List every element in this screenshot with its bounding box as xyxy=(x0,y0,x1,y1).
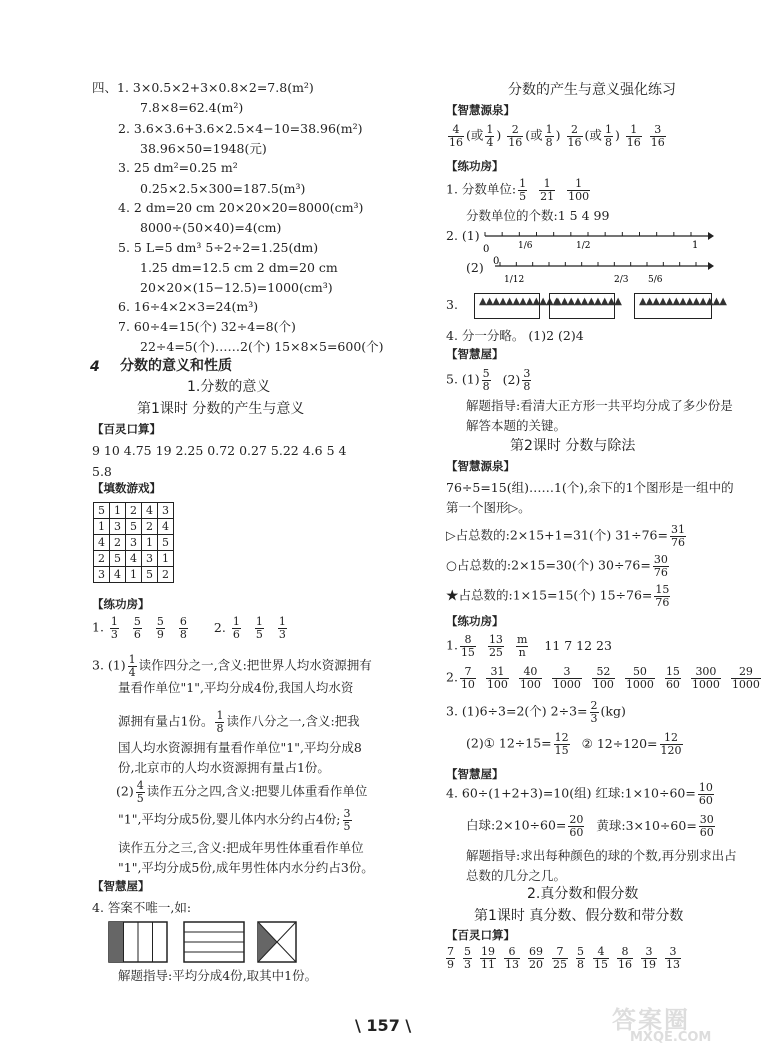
item-number: 3. (1) xyxy=(92,657,126,673)
hint: 总数的几分之几。 xyxy=(466,868,567,883)
fraction: $\frac{8}{15}$ xyxy=(460,633,475,659)
grid-cell: 1 xyxy=(94,519,110,535)
fraction: $\frac{1}{16}$ xyxy=(626,123,641,149)
fraction: $\frac{2}{16}$ xyxy=(567,123,582,149)
fraction: $\frac{15}{76}$ xyxy=(655,583,670,609)
text: 国人均水资源拥有量看作单位"1",平均分成8 xyxy=(118,740,362,755)
fraction: $\frac{19}{11}$ xyxy=(481,945,495,971)
grid-cell: 5 xyxy=(110,551,126,567)
grid-cell: 3 xyxy=(158,503,174,519)
page-number: \ 157 \ xyxy=(355,1016,412,1035)
number-grid xyxy=(93,502,174,583)
grid-row xyxy=(94,519,174,535)
answer-line: 7. 60÷4=15(个) 32÷4=8(个) xyxy=(118,319,296,334)
text: 读作四分之一,含义:把世界人均水资源拥有 xyxy=(138,657,372,673)
section-tag: 【填数游戏】 xyxy=(92,481,161,495)
wisdom-4: 4. 答案不唯一,如: xyxy=(92,900,192,915)
answer-line: 6. 16÷4×2×3=24(m³) xyxy=(118,299,259,314)
unit-number: 4 xyxy=(90,359,100,375)
fraction: $\frac{1}{100}$ xyxy=(568,177,590,203)
fraction: $\frac{69}{20}$ xyxy=(529,945,543,971)
text: ( xyxy=(584,127,590,143)
tick-label: 1/2 xyxy=(576,241,591,251)
r3-line xyxy=(446,700,626,724)
shaded-shapes-figure xyxy=(108,920,298,964)
text: 或 xyxy=(530,127,543,143)
grid-cell: 4 xyxy=(94,535,110,551)
r1-line xyxy=(446,634,612,658)
lesson-title: 第1课时 分数的产生与意义 xyxy=(137,401,305,417)
text: 量看作单位"1",平均分成4份,我国人均水资 xyxy=(118,680,354,695)
section-title: 2.真分数和假分数 xyxy=(527,886,639,902)
fraction: $\frac{2}{16}$ xyxy=(508,123,523,149)
q4-line: 4. 分一分略。 (1)2 (2)4 xyxy=(446,328,584,343)
section-tag: 【智慧屋】 xyxy=(446,347,504,361)
tick-label: 1/12 xyxy=(504,275,525,285)
fraction: $\frac{12}{120}$ xyxy=(660,731,682,757)
oral-answers: 5.8 xyxy=(92,464,112,479)
text: 读作五分之三,含义:把成年男性体重看作单位 xyxy=(118,840,364,855)
text: ) xyxy=(555,127,565,143)
fraction: $\frac{5}{3}$ xyxy=(464,945,471,971)
fraction: $\frac{1}{21}$ xyxy=(540,177,555,203)
tick-label: 1 xyxy=(692,240,699,251)
text: 1. 分数单位: xyxy=(446,181,517,197)
grid-cell: 4 xyxy=(126,551,142,567)
grid-cell: 2 xyxy=(126,503,142,519)
tick-label: 5/6 xyxy=(648,275,663,285)
fraction: $\frac{1}{3}$ xyxy=(110,615,118,641)
practice-3b-line xyxy=(116,780,367,804)
item-number: 5. (1) xyxy=(446,371,480,387)
fraction: $\frac{8}{16}$ xyxy=(618,945,632,971)
grid-cell: 2 xyxy=(110,535,126,551)
fraction: $\frac{1}{6}$ xyxy=(232,615,240,641)
q1-line xyxy=(446,178,600,202)
answer-line: 0.25×2.5×300=187.5(m³) xyxy=(140,181,306,196)
fraction: $\frac{3}{19}$ xyxy=(642,945,656,971)
answer-line: 22÷4=5(个)……2(个) 15×8×5=600(个) xyxy=(140,339,384,354)
text: 11 7 12 23 xyxy=(544,637,612,653)
fraction: $\frac{300}{1000}$ xyxy=(691,665,720,691)
fraction: $\frac{30}{76}$ xyxy=(653,553,668,579)
grid-cell: 5 xyxy=(94,503,110,519)
text: ) xyxy=(614,127,624,143)
fraction: $\frac{20}{60}$ xyxy=(569,813,584,839)
text xyxy=(644,128,648,143)
item-number: 1. xyxy=(92,619,104,635)
text: 或 xyxy=(470,127,484,143)
item-number: 2. xyxy=(213,619,226,635)
text: 第一个图形▷。 xyxy=(446,500,531,515)
answer-line: 4. 2 dm=20 cm 20×20×20=8000(cm³) xyxy=(118,200,364,215)
text: 76÷5=15(组)……1(个),余下的1个图形是一组中的 xyxy=(446,480,734,495)
text: ★占总数的:1×15=15(个) 15÷76= xyxy=(446,587,653,603)
fraction: $\frac{1}{3}$ xyxy=(278,615,286,641)
r2-line xyxy=(446,666,769,690)
answer-line: 5. 5 L=5 dm³ 5÷2÷2=1.25(dm) xyxy=(118,240,319,255)
section-tag: 【练功房】 xyxy=(92,597,150,611)
fraction: $\frac{7}{10}$ xyxy=(460,665,475,691)
text: 读作五分之四,含义:把婴儿体重看作单位 xyxy=(146,783,368,799)
tick-label: 1/6 xyxy=(518,241,533,251)
fraction: $\frac{52}{100}$ xyxy=(592,665,614,691)
triangle-box: ▲▲▲▲▲▲▲▲▲▲▲▲▲ xyxy=(634,293,712,319)
text: 份,北京市的人均水资源拥有量占1份。 xyxy=(118,760,330,775)
fraction: $\frac{3}{8}$ xyxy=(523,367,531,393)
fraction: $\frac{15}{60}$ xyxy=(665,665,680,691)
item-number: (2) xyxy=(502,371,521,387)
s5-line xyxy=(446,584,672,608)
answer-line: 3. 25 dm²=0.25 m² xyxy=(118,160,238,175)
oral-answers: 9 10 4.75 19 2.25 0.72 0.27 5.22 4.6 5 4 xyxy=(92,443,347,458)
fraction: $\frac{3}{16}$ xyxy=(650,123,665,149)
text: ( xyxy=(466,127,471,143)
lesson-title: 第2课时 分数与除法 xyxy=(510,438,636,454)
fraction: $\frac{7}{9}$ xyxy=(447,945,454,971)
item-number: (2) xyxy=(466,260,484,275)
grid-cell: 1 xyxy=(110,503,126,519)
text: "1",平均分成5份,婴儿体内水分约占4份; xyxy=(118,811,341,827)
source-fractions xyxy=(446,124,668,148)
s3-line xyxy=(446,524,688,548)
tick-label: 2/3 xyxy=(614,275,629,285)
fraction: $\frac{5}{8}$ xyxy=(482,367,490,393)
grid-cell: 5 xyxy=(158,535,174,551)
fraction: $\frac{2}{3}$ xyxy=(590,699,598,725)
grid-cell: 4 xyxy=(142,503,158,519)
text: ) xyxy=(496,127,506,143)
fraction: $\frac{4}{16}$ xyxy=(449,123,463,149)
fraction: $\frac{1}{4}$ xyxy=(128,653,136,679)
lesson-title: 第1课时 真分数、假分数和带分数 xyxy=(474,908,684,924)
unit-title: 分数的意义和性质 xyxy=(120,358,232,374)
practice-3a-line xyxy=(92,654,372,678)
text: ( xyxy=(525,127,531,143)
practice-1 xyxy=(92,616,299,640)
fraction: $\frac{6}{8}$ xyxy=(179,615,187,641)
fraction: $\frac{31}{76}$ xyxy=(670,523,685,549)
answer-line: 7.8×8=62.4(m²) xyxy=(140,100,244,115)
fraction: $\frac{5}{9}$ xyxy=(156,615,164,641)
item-number: (2) xyxy=(116,783,134,799)
fraction: $\frac{4}{15}$ xyxy=(594,945,608,971)
fraction: $\frac{40}{100}$ xyxy=(519,665,541,691)
section-tag: 【练功房】 xyxy=(446,159,504,173)
text: 或 xyxy=(589,127,602,143)
item-number: 1. xyxy=(446,637,458,653)
text: "1",平均分成5份,成年男性体内水分约占3份。 xyxy=(118,860,374,875)
q5-line xyxy=(446,368,533,392)
fraction: $\frac{5}{6}$ xyxy=(133,615,141,641)
tick-label: 0 xyxy=(483,244,490,255)
text: 白球:2×10÷60= xyxy=(466,817,567,833)
grid-cell: 1 xyxy=(126,567,142,583)
grid-cell: 2 xyxy=(142,519,158,535)
section-tag: 【智慧源泉】 xyxy=(446,103,515,117)
grid-cell: 4 xyxy=(158,519,174,535)
text: ○占总数的:2×15=30(个) 30÷76= xyxy=(446,557,651,573)
grid-cell: 1 xyxy=(158,551,174,567)
fraction: $\frac{3}{13}$ xyxy=(666,945,680,971)
text: 分数单位的个数:1 5 4 99 xyxy=(466,208,610,223)
item-number: 2. (1) xyxy=(446,228,480,243)
grid-row xyxy=(94,567,174,583)
fraction: $\frac{1}{8}$ xyxy=(545,123,553,149)
grid-row xyxy=(94,551,174,567)
item-number: 3. xyxy=(446,297,458,312)
practice-3a-line2 xyxy=(118,710,360,734)
watermark-logo: 答案圈 xyxy=(612,1006,690,1034)
fraction: $\frac{10}{60}$ xyxy=(698,781,713,807)
answer-line: 1.25 dm=12.5 cm 2 dm=20 cm xyxy=(140,260,338,275)
fraction: $\frac{m}{n}$ xyxy=(516,633,528,659)
triangle-box: ▲▲▲▲▲▲▲▲▲▲ xyxy=(549,293,615,319)
section-tag: 【百灵口算】 xyxy=(92,422,161,436)
shaded-strip xyxy=(109,922,124,962)
grid-cell: 2 xyxy=(94,551,110,567)
number-line-2 xyxy=(490,256,715,290)
fraction: $\frac{1}{8}$ xyxy=(216,709,224,735)
hint: 解答本题的关键。 xyxy=(466,418,567,433)
s4-line xyxy=(446,554,671,578)
fraction: $\frac{4}{5}$ xyxy=(136,779,144,805)
fraction: $\frac{7}{25}$ xyxy=(553,945,567,971)
section-tag: 【智慧源泉】 xyxy=(446,459,515,473)
hint: 解题指导:求出每种颜色的球的个数,再分别求出占 xyxy=(466,848,737,863)
text: ② 12÷120= xyxy=(581,735,658,751)
tick-label: 0 xyxy=(493,256,500,267)
grid-cell: 3 xyxy=(110,519,126,535)
text: 源拥有量占1份。 xyxy=(118,713,214,729)
page-number-value: 157 xyxy=(366,1016,400,1035)
text: 读作八分之一,含义:把我 xyxy=(226,713,360,729)
grid-cell: 3 xyxy=(94,567,110,583)
fraction: $\frac{30}{60}$ xyxy=(699,813,714,839)
r4-line xyxy=(446,782,716,806)
section-tag: 【百灵口算】 xyxy=(446,928,515,942)
watermark-url: MXQE.COM xyxy=(630,1030,712,1045)
fraction: $\frac{50}{1000}$ xyxy=(625,665,654,691)
fraction: $\frac{1}{8}$ xyxy=(604,123,612,149)
answer-line: 2. 3.6×3.6+3.6×2.5×4−10=38.96(m²) xyxy=(118,121,363,136)
text: (2)① 12÷15= xyxy=(466,735,552,751)
text: 黄球:3×10÷60= xyxy=(596,817,697,833)
answer-line: 四、1. 3×0.5×2+3×0.8×2=7.8(m²) xyxy=(92,80,314,95)
oral-fractions xyxy=(444,946,687,970)
text: ▷占总数的:2×15+1=31(个) 31÷76= xyxy=(446,527,668,543)
fraction: $\frac{13}{25}$ xyxy=(488,633,503,659)
grid-cell: 5 xyxy=(126,519,142,535)
section-tag: 【智慧屋】 xyxy=(92,879,150,893)
triangle-box: ▲▲▲▲▲▲▲▲▲▲▲▲ xyxy=(474,293,540,319)
grid-cell: 5 xyxy=(142,567,158,583)
grid-row xyxy=(94,535,174,551)
fraction: $\frac{12}{15}$ xyxy=(554,731,569,757)
answer-line: 8000÷(50×40)=4(cm) xyxy=(140,220,282,235)
section-title: 1.分数的意义 xyxy=(187,379,271,395)
fraction: $\frac{6}{13}$ xyxy=(505,945,519,971)
answer-line: 38.96×50=1948(元) xyxy=(140,141,267,156)
fraction: $\frac{3}{1000}$ xyxy=(552,665,581,691)
hint: 解题指导:平均分成4份,取其中1份。 xyxy=(118,968,318,983)
item-number: 2. xyxy=(446,669,458,685)
r4b-line xyxy=(466,814,717,838)
hint: 解题指导:看清大正方形一共平均分成了多少份是 xyxy=(466,398,733,413)
r3b-line xyxy=(466,732,685,756)
grid-row xyxy=(94,503,174,519)
grid-cell: 1 xyxy=(142,535,158,551)
fraction: $\frac{31}{100}$ xyxy=(486,665,508,691)
text: (kg) xyxy=(600,703,626,719)
fraction: $\frac{1}{5}$ xyxy=(519,177,527,203)
fraction: $\frac{5}{8}$ xyxy=(577,945,584,971)
grid-cell: 3 xyxy=(126,535,142,551)
fraction: $\frac{3}{5}$ xyxy=(343,807,351,833)
section-title: 分数的产生与意义强化练习 xyxy=(508,82,676,98)
text: 4. 60÷(1+2+3)=10(组) 红球:1×10÷60= xyxy=(446,785,696,801)
grid-cell: 3 xyxy=(142,551,158,567)
fraction: $\frac{1}{4}$ xyxy=(486,123,494,149)
practice-3b-line2 xyxy=(118,808,354,832)
grid-cell: 2 xyxy=(158,567,174,583)
section-tag: 【练功房】 xyxy=(446,614,504,628)
text: 3. (1)6÷3=2(个) 2÷3= xyxy=(446,703,588,719)
fraction: $\frac{29}{1000}$ xyxy=(731,665,760,691)
section-tag: 【智慧屋】 xyxy=(446,767,504,781)
answer-line: 20×20×(15−12.5)=1000(cm³) xyxy=(140,280,333,295)
grid-cell: 4 xyxy=(110,567,126,583)
fraction: $\frac{1}{5}$ xyxy=(255,615,263,641)
